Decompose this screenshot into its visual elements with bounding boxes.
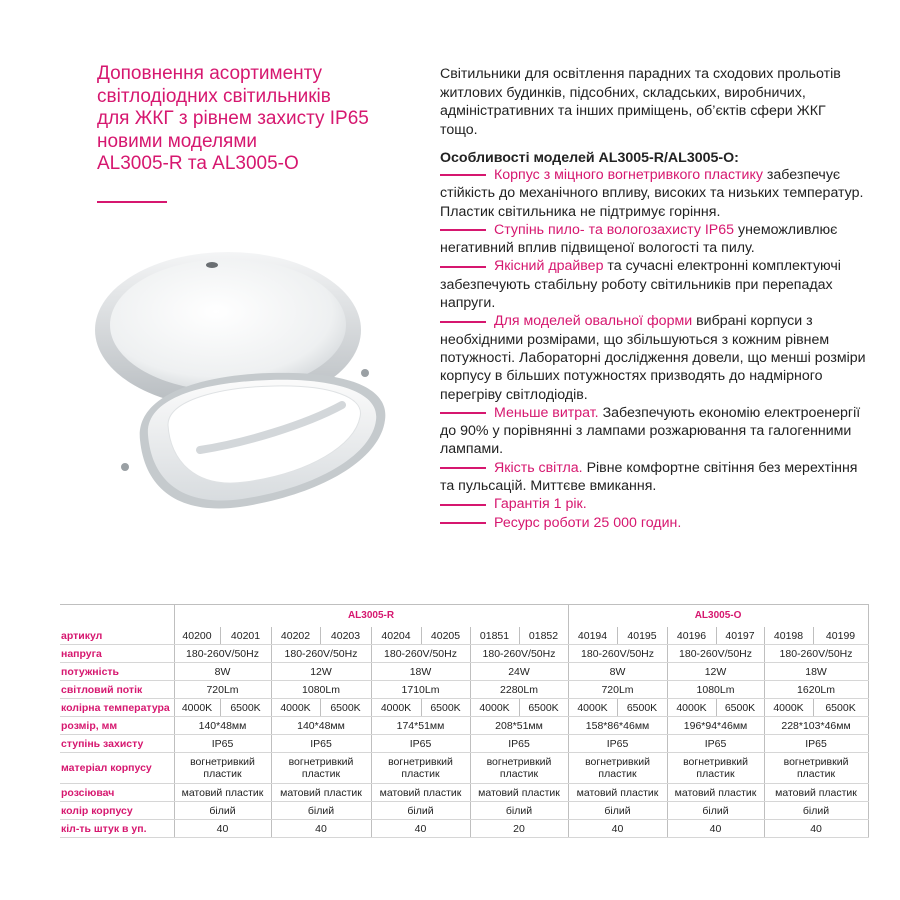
voltage-cell: 180-260V/50Hz (174, 645, 271, 663)
dash-marker (440, 229, 486, 231)
heading-line: для ЖКГ з рівнем захисту IP65 (97, 108, 369, 129)
dash-marker (440, 504, 486, 506)
ip-cell: IP65 (470, 735, 568, 753)
row-label: колір корпусу (60, 802, 174, 820)
diffuser-cell: матовий пластик (568, 784, 667, 802)
dash-marker (440, 467, 486, 469)
voltage-cell: 180-260V/50Hz (568, 645, 667, 663)
dash-marker (440, 412, 486, 414)
ip-cell: IP65 (271, 735, 371, 753)
row-label: розсіювач (60, 784, 174, 802)
feature-text: вибрані корпуси з необхідними розмірами, що збільшуються з кожним рівнем потужності. Лабораторні дослідження довели, що менші розміри корпусу в більших потужностях призводять до надмірного перегріву світлодіодів. (440, 313, 866, 403)
feature-item (440, 257, 870, 312)
feature-text: та сучасні електронні комплектуючі забезпечують стабільну роботу світильників при перепадах напруги. (440, 258, 841, 312)
material-cell: вогнетривкий пластик (667, 753, 764, 784)
qty-cell: 20 (470, 820, 568, 838)
group-r-header: AL3005-R (174, 605, 568, 628)
material-cell: вогнетривкий пластик (764, 753, 868, 784)
row-label: артикул (60, 627, 174, 645)
diffuser-cell: матовий пластик (667, 784, 764, 802)
flux-cell: 1080Lm (271, 681, 371, 699)
voltage-cell: 180-260V/50Hz (667, 645, 764, 663)
article-cell: 40199 (813, 627, 868, 645)
heading-divider (97, 201, 167, 203)
material-cell: вогнетривкий пластик (371, 753, 470, 784)
row-diffuser (60, 784, 868, 802)
feature-highlight: Корпус з міцного вогнетривкого пластику (494, 167, 763, 183)
row-label: розмір, мм (60, 717, 174, 735)
qty-cell: 40 (371, 820, 470, 838)
row-qty (60, 820, 868, 838)
feature-text: забезпечує стійкість до механічного впливу, високих та низьких температур. Пластик світильника не підтримує горіння. (440, 167, 864, 220)
heading-line: Доповнення асортименту (97, 63, 323, 84)
page-heading (97, 63, 417, 176)
qty-cell: 40 (271, 820, 371, 838)
article-cell: 40205 (421, 627, 470, 645)
voltage-cell: 180-260V/50Hz (470, 645, 568, 663)
article-cell: 40194 (568, 627, 617, 645)
qty-cell: 40 (568, 820, 667, 838)
row-label: колірна температура (60, 699, 174, 717)
power-cell: 12W (271, 663, 371, 681)
cct-cell: 6500K (519, 699, 568, 717)
feature-highlight: Якісний драйвер (494, 258, 604, 275)
product-image (80, 245, 410, 555)
power-cell: 8W (568, 663, 667, 681)
size-cell: 174*51мм (371, 717, 470, 735)
article-cell: 40204 (371, 627, 421, 645)
color-cell: білий (470, 802, 568, 820)
cct-cell: 6500K (421, 699, 470, 717)
row-label: кіл-ть штук в уп. (60, 820, 174, 838)
article-cell: 40195 (617, 627, 667, 645)
feature-highlight: Гарантія 1 рік. (494, 496, 587, 513)
power-cell: 12W (667, 663, 764, 681)
size-cell: 140*48мм (271, 717, 371, 735)
article-cell: 40200 (174, 627, 220, 645)
article-cell: 40203 (320, 627, 371, 645)
ip-cell: IP65 (174, 735, 271, 753)
article-cell: 01851 (470, 627, 519, 645)
flux-cell: 2280Lm (470, 681, 568, 699)
voltage-cell: 180-260V/50Hz (371, 645, 470, 663)
flux-cell: 720Lm (174, 681, 271, 699)
heading-line: світлодіодних світильників (97, 85, 331, 107)
row-cct (60, 699, 868, 717)
color-cell: білий (667, 802, 764, 820)
color-cell: білий (371, 802, 470, 820)
cct-cell: 6500K (813, 699, 868, 717)
feature-item (440, 459, 870, 496)
size-cell: 228*103*46мм (764, 717, 868, 735)
row-label: світловий потік (60, 681, 174, 699)
material-cell: вогнетривкий пластик (174, 753, 271, 784)
dash-marker (440, 266, 486, 268)
power-cell: 8W (174, 663, 271, 681)
article-cell: 40202 (271, 627, 320, 645)
cct-cell: 4000K (470, 699, 519, 717)
feature-highlight: Ресурс роботи 25 000 годин. (494, 514, 682, 531)
power-cell: 18W (764, 663, 868, 681)
row-color (60, 802, 868, 820)
qty-cell: 40 (764, 820, 868, 838)
color-cell: білий (271, 802, 371, 820)
feature-highlight: Меньше витрат. (494, 404, 599, 421)
heading-line: новими моделями (97, 130, 258, 152)
group-header-row (60, 605, 868, 628)
row-article (60, 627, 868, 645)
flux-cell: 1620Lm (764, 681, 868, 699)
size-cell: 196*94*46мм (667, 717, 764, 735)
flux-cell: 1710Lm (371, 681, 470, 699)
feature-text: унеможливлює негативний вплив підвищеної вологості та пилу. (440, 221, 838, 257)
article-cell: 40196 (667, 627, 716, 645)
feature-highlight: Ступінь пило- та вологозахисту IP65 (494, 221, 735, 238)
color-cell: білий (174, 802, 271, 820)
row-power (60, 663, 868, 681)
material-cell: вогнетривкий пластик (271, 753, 371, 784)
row-label: напруга (60, 645, 174, 663)
row-material (60, 753, 868, 784)
diffuser-cell: матовий пластик (371, 784, 470, 802)
size-cell: 208*51мм (470, 717, 568, 735)
ip-cell: IP65 (764, 735, 868, 753)
power-cell: 18W (371, 663, 470, 681)
feature-item (440, 404, 870, 459)
feature-item (440, 166, 870, 221)
row-label: матеріал корпусу (60, 753, 174, 784)
voltage-cell: 180-260V/50Hz (764, 645, 868, 663)
features-list (440, 166, 870, 532)
cct-cell: 6500K (617, 699, 667, 717)
cct-cell: 4000K (667, 699, 716, 717)
ip-cell: IP65 (667, 735, 764, 753)
qty-cell: 40 (174, 820, 271, 838)
cct-cell: 6500K (320, 699, 371, 717)
feature-item (440, 495, 870, 513)
row-voltage (60, 645, 868, 663)
features-title: Особливості моделей AL3005-R/AL3005-O: (440, 150, 739, 166)
row-ip (60, 735, 868, 753)
luminaire-illustration (80, 245, 410, 555)
article-cell: 01852 (519, 627, 568, 645)
material-cell: вогнетривкий пластик (470, 753, 568, 784)
article-cell: 40201 (220, 627, 271, 645)
feature-highlight: Якість світла. (494, 459, 583, 476)
size-cell: 140*48мм (174, 717, 271, 735)
material-cell: вогнетривкий пластик (568, 753, 667, 784)
cct-cell: 6500K (716, 699, 764, 717)
diffuser-cell: матовий пластик (470, 784, 568, 802)
row-label: потужність (60, 663, 174, 681)
color-cell: білий (568, 802, 667, 820)
row-size (60, 717, 868, 735)
color-cell: білий (764, 802, 868, 820)
size-cell: 158*86*46мм (568, 717, 667, 735)
article-cell: 40197 (716, 627, 764, 645)
diffuser-cell: матовий пластик (764, 784, 868, 802)
cct-cell: 4000K (271, 699, 320, 717)
qty-cell: 40 (667, 820, 764, 838)
ip-cell: IP65 (371, 735, 470, 753)
spec-table (60, 604, 869, 838)
voltage-cell: 180-260V/50Hz (271, 645, 371, 663)
feature-text: Забезпечують економію електроенергії до 90% у порівнянні з лампами розжарювання та галогенними лампами. (440, 404, 861, 458)
cct-cell: 6500K (220, 699, 271, 717)
diffuser-cell: матовий пластик (271, 784, 371, 802)
heading-line: AL3005-R та AL3005-O (97, 153, 299, 174)
row-label: ступінь захисту (60, 735, 174, 753)
feature-item (440, 514, 870, 532)
row-flux (60, 681, 868, 699)
intro-paragraph: Світильники для освітлення парадних та сходових прольотів житлових будинків, підсобних, складських, виробничих, адміністративних та інших приміщень, об’єктів сфери ЖКГ тощо. (440, 66, 841, 138)
dash-marker (440, 321, 486, 323)
ip-cell: IP65 (568, 735, 667, 753)
power-cell: 24W (470, 663, 568, 681)
group-o-header: AL3005-O (568, 605, 868, 628)
feature-highlight: Для моделей овальної форми (494, 313, 693, 330)
dash-marker (440, 522, 486, 524)
cct-cell: 4000K (568, 699, 617, 717)
flux-cell: 1080Lm (667, 681, 764, 699)
cct-cell: 4000K (764, 699, 813, 717)
flux-cell: 720Lm (568, 681, 667, 699)
cct-cell: 4000K (371, 699, 421, 717)
dash-marker (440, 174, 486, 176)
feature-text: Рівне комфортне світіння без мерехтіння та пульсацій. Миттєве вмикання. (440, 459, 858, 495)
feature-item (440, 312, 870, 403)
feature-item (440, 221, 870, 258)
article-cell: 40198 (764, 627, 813, 645)
cct-cell: 4000K (174, 699, 220, 717)
diffuser-cell: матовий пластик (174, 784, 271, 802)
